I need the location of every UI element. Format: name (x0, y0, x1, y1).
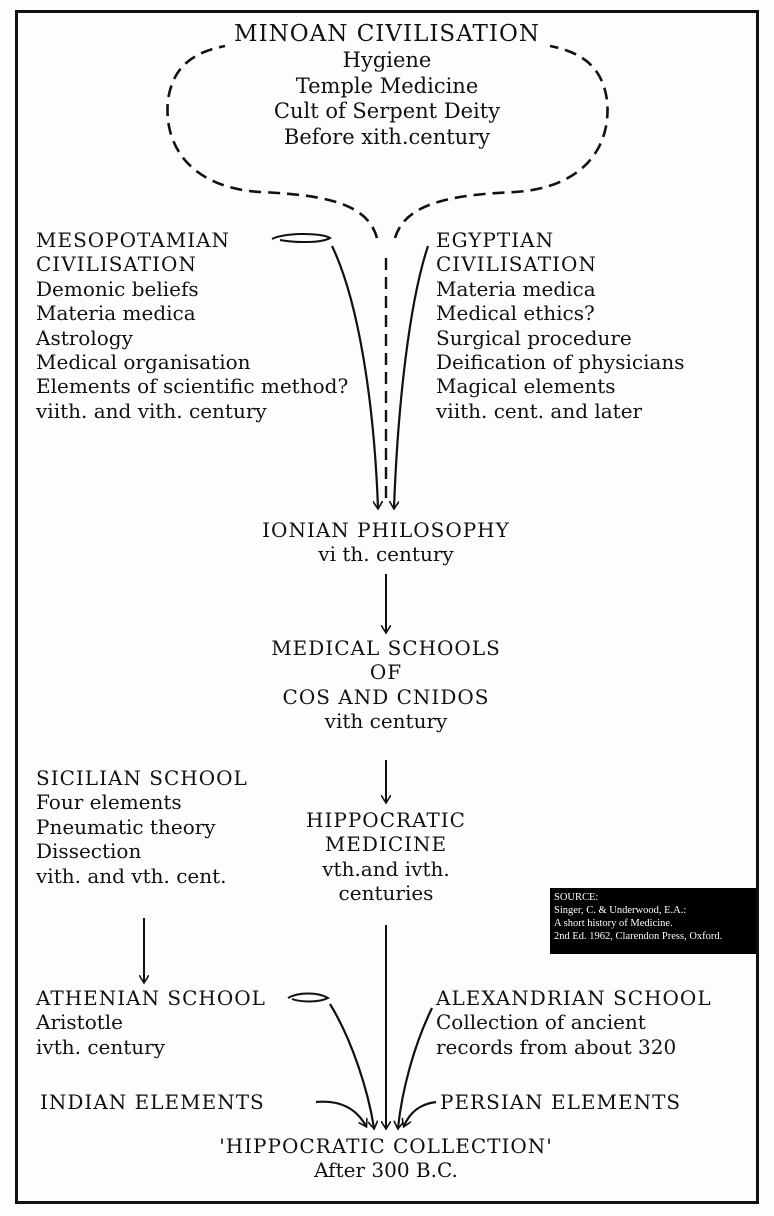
minoan-line-1: Hygiene (342, 48, 432, 73)
mesopotamian-line-2: Materia medica (36, 301, 196, 326)
minoan-line-3: Cult of Serpent Deity (273, 99, 501, 124)
alexandrian-line-1: Collection of ancient (436, 1010, 646, 1035)
egyptian-line-1: Materia medica (436, 276, 596, 301)
indian-arrow (316, 1102, 366, 1126)
indian-elements-node (40, 1090, 265, 1114)
hippocratic-date-2: centuries (338, 881, 434, 906)
hippocratic-title-2: MEDICINE (324, 832, 448, 857)
schools-title-3: COS AND CNIDOS (282, 684, 490, 709)
persian-arrow (404, 1102, 436, 1126)
mesopotamian-line-4: Medical organisation (36, 349, 251, 374)
mesopotamian-line-5: Elements of scientific method? (36, 374, 349, 399)
alexandrian-title: ALEXANDRIAN SCHOOL (436, 986, 712, 1010)
collection-date: After 300 B.C. (314, 1158, 458, 1183)
schools-date: vith century (324, 709, 448, 734)
source-title: A short history of Medicine. (554, 918, 673, 930)
athenian-pointer (288, 994, 328, 1002)
alexandrian-line-2: records from about 320 (436, 1034, 677, 1059)
source-label: SOURCE: (554, 892, 599, 903)
hippocratic-collection-node (186, 1134, 586, 1183)
egyptian-line-6: viith. cent. and later (436, 398, 643, 423)
ionian-philosophy-node (236, 518, 536, 567)
minoan-title: MINOAN CIVILISATION (234, 21, 540, 47)
hippocratic-medicine-node (276, 808, 496, 906)
minoan-line-4: Before xith.century (283, 124, 491, 149)
hippocratic-title-1: HIPPOCRATIC (306, 808, 466, 832)
ionian-date: vi th. century (318, 542, 454, 567)
minoan-civilisation-node (170, 20, 604, 150)
ionian-title: IONIAN PHILOSOPHY (262, 518, 510, 542)
schools-title-1: MEDICAL SCHOOLS (271, 636, 501, 660)
mesopotamian-line-3: Astrology (36, 325, 133, 350)
mesopotamian-title-1: MESOPOTAMIAN (36, 228, 231, 252)
persian-elements-node (440, 1090, 681, 1114)
egyptian-line-4: Deification of physicians (436, 349, 685, 374)
egyptian-line-3: Surgical procedure (436, 325, 632, 350)
mesopotamian-line-6: viith. and vith. century (36, 398, 267, 423)
mesopotamian-line-1: Demonic beliefs (36, 276, 199, 301)
source-citation-box (550, 888, 756, 954)
mesopotamian-civilisation-node (36, 228, 348, 423)
sicilian-line-1: Four elements (36, 790, 182, 815)
indian-title: INDIAN ELEMENTS (40, 1090, 265, 1114)
egyptian-title-2: CIVILISATION (436, 252, 597, 277)
egyptian-title-1: EGYPTIAN (436, 228, 555, 252)
persian-title: PERSIAN ELEMENTS (440, 1090, 682, 1114)
athenian-title: ATHENIAN SCHOOL (36, 986, 266, 1010)
sicilian-line-2: Pneumatic theory (36, 814, 216, 839)
sicilian-title: SICILIAN SCHOOL (36, 766, 248, 790)
sicilian-line-4: vith. and vth. cent. (36, 863, 227, 888)
minoan-line-2: Temple Medicine (295, 73, 479, 98)
egyptian-civilisation-node (436, 228, 685, 423)
mesopotamian-title-2: CIVILISATION (36, 252, 197, 277)
egyptian-line-2: Medical ethics? (436, 301, 595, 326)
schools-title-2: OF (369, 660, 403, 685)
source-authors: Singer, C. & Underwood, E.A.: (554, 905, 687, 917)
egyptian-arrow (394, 246, 428, 508)
collection-title: 'HIPPOCRATIC COLLECTION' (219, 1134, 553, 1158)
egyptian-line-5: Magical elements (436, 374, 616, 399)
sicilian-line-3: Dissection (36, 839, 142, 864)
sicilian-school-node (36, 766, 248, 888)
athenian-line-1: Aristotle (36, 1010, 124, 1035)
athenian-school-node (36, 986, 266, 1059)
hippocratic-date-1: vth.and ivth. (322, 856, 450, 881)
athenian-line-2: ivth. century (36, 1034, 166, 1059)
alexandrian-school-node (436, 986, 712, 1059)
source-edition: 2nd Ed. 1962, Clarendon Press, Oxford. (554, 931, 723, 943)
medical-schools-node (236, 636, 536, 734)
